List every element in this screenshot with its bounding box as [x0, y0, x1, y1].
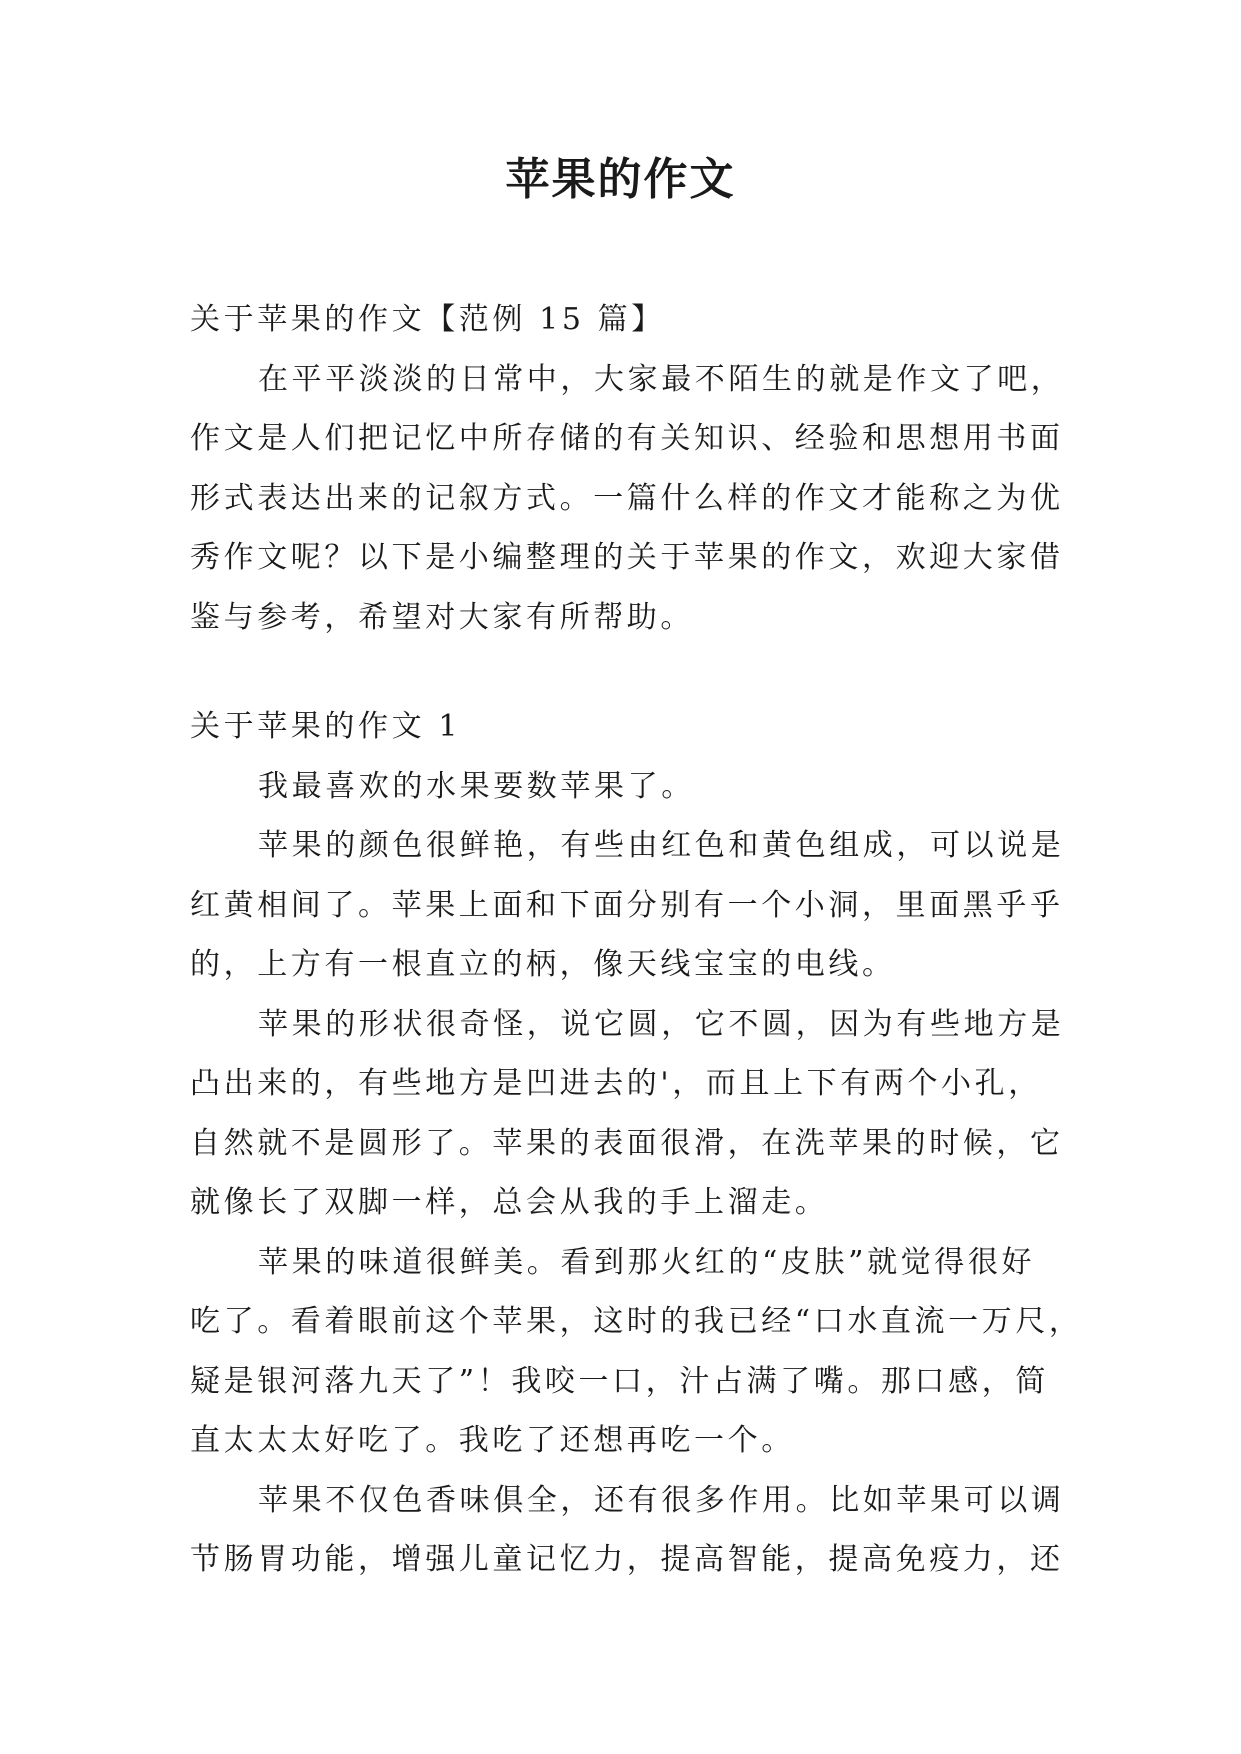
document-title: 苹果的作文 — [505, 154, 736, 205]
essay-line: 红黄相间了。苹果上面和下面分别有一个小洞，里面黑乎乎 — [190, 887, 1064, 923]
essay-line: 疑是银河落九天了”！我咬一口，汁占满了嘴。那口感，简 — [190, 1363, 1049, 1399]
essay-heading: 关于苹果的作文 1 — [190, 709, 462, 744]
essay-line: 节肠胃功能，增强儿童记忆力，提高智能，提高免疫力，还 — [190, 1542, 1064, 1577]
essay-line: 苹果的颜色很鲜艳，有些由红色和黄色组成，可以说是 — [258, 828, 1065, 863]
essay-paragraph-4 — [190, 1233, 1083, 1471]
essay-line: 就像长了双脚一样，总会从我的手上溜走。 — [190, 1185, 829, 1220]
essay-line: 苹果的形状很奇怪，说它圆，它不圆，因为有些地方是 — [258, 1006, 1065, 1042]
essay-line: 吃了。看着眼前这个苹果，这时的我已经“口水直流一万尺， — [190, 1304, 1083, 1339]
essay-line: 苹果的味道很鲜美。看到那火红的“皮肤”就觉得很好 — [258, 1244, 1036, 1280]
essay-line: 直太太太好吃了。我吃了还想再吃一个。 — [190, 1423, 795, 1458]
document-body — [190, 290, 1083, 1590]
essay-paragraph-2 — [190, 816, 1065, 995]
intro-paragraph — [190, 350, 1065, 648]
essay-line: 凸出来的，有些地方是凹进去的'，而且上下有两个小孔， — [190, 1066, 1042, 1101]
section-gap — [190, 647, 1060, 697]
essay-paragraph-5 — [190, 1471, 1065, 1590]
intro-line: 作文是人们把记忆中所存储的有关知识、经验和思想用书面 — [190, 421, 1064, 456]
essay-line: 我最喜欢的水果要数苹果了。 — [258, 768, 695, 804]
intro-line: 形式表达出来的记叙方式。一篇什么样的作文才能称之为优 — [190, 480, 1064, 516]
essay-line: 苹果不仅色香味俱全，还有很多作用。比如苹果可以调 — [258, 1482, 1065, 1518]
essay-paragraph-3 — [190, 995, 1065, 1233]
intro-line: 在平平淡淡的日常中，大家最不陌生的就是作文了吧， — [258, 361, 1065, 397]
document-subtitle: 关于苹果的作文【范例 15 篇】 — [190, 302, 665, 337]
intro-line: 鉴与参考，希望对大家有所帮助。 — [190, 599, 694, 635]
intro-line: 秀作文呢？以下是小编整理的关于苹果的作文，欢迎大家借 — [190, 540, 1064, 575]
essay-line: 自然就不是圆形了。苹果的表面很滑，在洗苹果的时候，它 — [190, 1125, 1064, 1161]
essay-line: 的，上方有一根直立的柄，像天线宝宝的电线。 — [190, 947, 896, 982]
essay-paragraph-1 — [190, 757, 1060, 817]
